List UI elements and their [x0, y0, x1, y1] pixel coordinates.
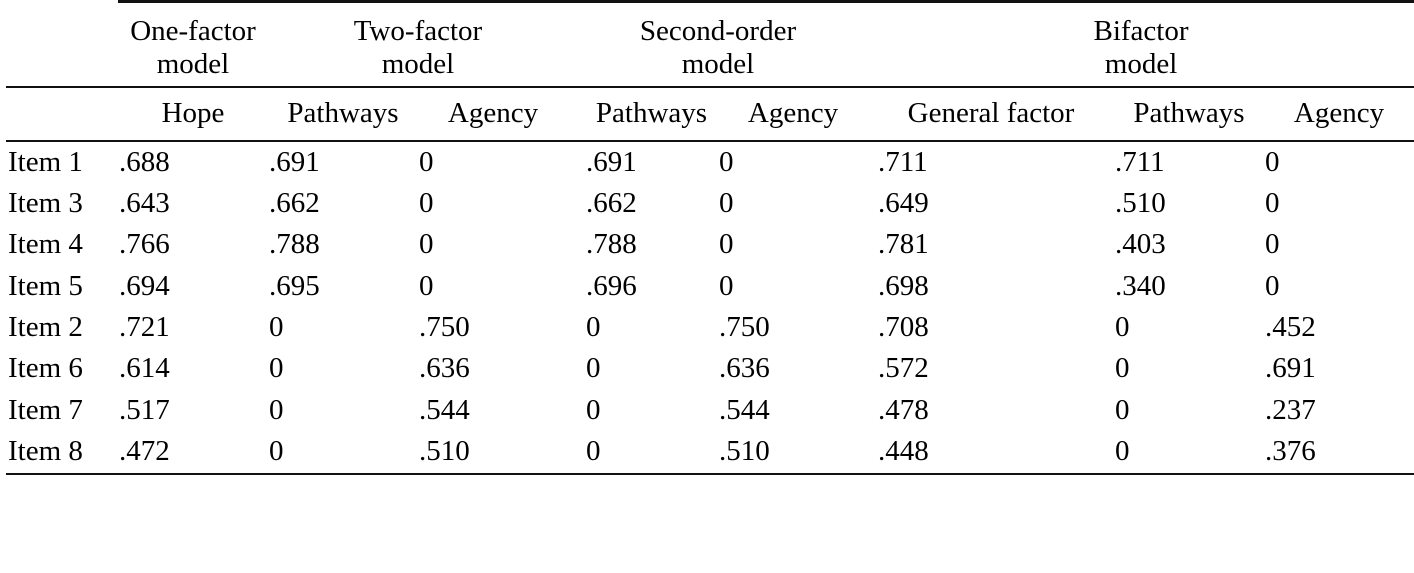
subheader-pathways-second-order: Pathways: [568, 87, 718, 141]
cell-agency-second-order: .636: [719, 352, 770, 385]
cell-agency-bifactor: 0: [1264, 141, 1414, 183]
group-header-bifactor-line2: model: [1104, 48, 1178, 81]
cell-pathways-bifactor: .340: [1115, 269, 1166, 302]
table-bottom-rule: [6, 474, 1414, 491]
cell-hope: .688: [118, 141, 268, 183]
cell-pathways-second-order: 0: [586, 311, 601, 344]
subheader-agency-bifactor: Agency: [1264, 87, 1414, 141]
cell-general-factor: .698: [878, 269, 929, 302]
cell-general-factor: .572: [878, 352, 929, 385]
cell-general-factor: .448: [878, 435, 929, 468]
cell-pathways-bifactor: .510: [1115, 186, 1166, 219]
subheader-general-factor: General factor: [868, 87, 1114, 141]
cell-pathways-bifactor: 0: [1115, 352, 1130, 385]
cell-hope: .643: [119, 186, 170, 219]
cell-hope: .472: [119, 435, 170, 468]
table-row: [6, 431, 1414, 473]
cell-hope: .517: [119, 393, 170, 426]
subheader-agency-second-order: Agency: [718, 87, 868, 141]
cell-pathways-two-factor: 0: [269, 435, 284, 468]
row-item-label: Item 7: [8, 393, 83, 426]
cell-pathways-second-order: 0: [586, 393, 601, 426]
subheader-agency-two-factor: Agency: [418, 87, 568, 141]
group-header-two-factor: [268, 2, 568, 87]
cell-pathways-two-factor: .695: [269, 269, 320, 302]
cell-agency-two-factor: .544: [419, 393, 470, 426]
cell-agency-bifactor: 0: [1265, 269, 1280, 302]
cell-pathways-two-factor: 0: [269, 393, 284, 426]
cell-agency-two-factor: .750: [419, 311, 470, 344]
cell-agency-bifactor: 0: [1265, 186, 1280, 219]
cell-pathways-bifactor: .403: [1115, 228, 1166, 261]
cell-pathways-second-order: .696: [586, 269, 637, 302]
group-header-two-factor-line2: model: [381, 48, 455, 81]
row-item-label: Item 4: [8, 228, 83, 261]
cell-agency-second-order: 0: [719, 186, 734, 219]
row-item-label: Item 2: [8, 311, 83, 344]
cell-agency-bifactor: 0: [1265, 228, 1280, 261]
table-row: [6, 141, 1414, 183]
cell-pathways-two-factor: 0: [269, 311, 284, 344]
cell-agency-two-factor: 0: [419, 228, 434, 261]
table-row: [6, 224, 1414, 265]
cell-pathways-two-factor: .662: [269, 186, 320, 219]
cell-pathways-bifactor: 0: [1115, 393, 1130, 426]
row-item-label: Item 1: [6, 141, 118, 183]
cell-general-factor: .478: [878, 393, 929, 426]
row-item-label: Item 5: [8, 269, 83, 302]
cell-agency-bifactor: .237: [1265, 393, 1316, 426]
cell-agency-second-order: 0: [719, 228, 734, 261]
cell-agency-two-factor: 0: [419, 186, 434, 219]
cell-hope: .614: [119, 352, 170, 385]
table-row: [6, 266, 1414, 307]
cell-hope: .721: [119, 311, 170, 344]
group-header-second-order: [568, 2, 868, 87]
cell-agency-bifactor: .452: [1265, 311, 1316, 344]
factor-loadings-table: [6, 0, 1414, 491]
cell-general-factor: .711: [868, 141, 1114, 183]
cell-agency-two-factor: 0: [418, 141, 568, 183]
cell-agency-two-factor: .510: [419, 435, 470, 468]
cell-pathways-two-factor: .788: [269, 228, 320, 261]
row-item-label: Item 3: [8, 186, 83, 219]
row-item-label: Item 8: [8, 435, 83, 468]
cell-pathways-second-order: .691: [568, 141, 718, 183]
cell-pathways-bifactor: 0: [1115, 435, 1130, 468]
cell-pathways-second-order: .788: [586, 228, 637, 261]
table-row: [6, 307, 1414, 348]
cell-pathways-second-order: .662: [586, 186, 637, 219]
cell-agency-second-order: .750: [719, 311, 770, 344]
group-header-second-order-line1: Second-order: [639, 15, 797, 47]
group-header-one-factor-line1: One-factor: [130, 15, 256, 47]
group-header-two-factor-line1: Two-factor: [353, 15, 483, 47]
row-item-label: Item 6: [8, 352, 83, 385]
cell-agency-bifactor: .691: [1265, 352, 1316, 385]
group-header-one-factor: [118, 2, 268, 87]
cell-agency-two-factor: .636: [419, 352, 470, 385]
cell-agency-second-order: 0: [718, 141, 868, 183]
cell-general-factor: .708: [878, 311, 929, 344]
table-subheader-row: [6, 87, 1414, 141]
cell-agency-second-order: .544: [719, 393, 770, 426]
cell-agency-two-factor: 0: [419, 269, 434, 302]
cell-agency-second-order: .510: [719, 435, 770, 468]
table-bottom-rule-cell: [6, 474, 1414, 491]
group-header-second-order-line2: model: [681, 48, 755, 81]
group-header-bifactor-line1: Bifactor: [1093, 15, 1189, 47]
cell-pathways-two-factor: 0: [269, 352, 284, 385]
cell-general-factor: .649: [878, 186, 929, 219]
group-header-one-factor-line2: model: [156, 48, 230, 81]
table-group-header-row: [6, 2, 1414, 87]
table-row: [6, 183, 1414, 224]
cell-pathways-second-order: 0: [586, 435, 601, 468]
cell-hope: .766: [119, 228, 170, 261]
subheader-pathways-bifactor: Pathways: [1114, 87, 1264, 141]
group-header-spacer: [6, 2, 118, 87]
cell-pathways-second-order: 0: [586, 352, 601, 385]
cell-pathways-two-factor: .691: [268, 141, 418, 183]
subheader-pathways-two-factor: Pathways: [268, 87, 418, 141]
table-row: [6, 348, 1414, 389]
cell-general-factor: .781: [878, 228, 929, 261]
subheader-hope: Hope: [118, 87, 268, 141]
cell-agency-second-order: 0: [719, 269, 734, 302]
cell-pathways-bifactor: .711: [1114, 141, 1264, 183]
table-row: [6, 390, 1414, 431]
group-header-bifactor: [868, 2, 1414, 87]
cell-agency-bifactor: .376: [1265, 435, 1316, 468]
subheader-item-column: [6, 87, 118, 141]
cell-pathways-bifactor: 0: [1115, 311, 1130, 344]
cell-hope: .694: [119, 269, 170, 302]
